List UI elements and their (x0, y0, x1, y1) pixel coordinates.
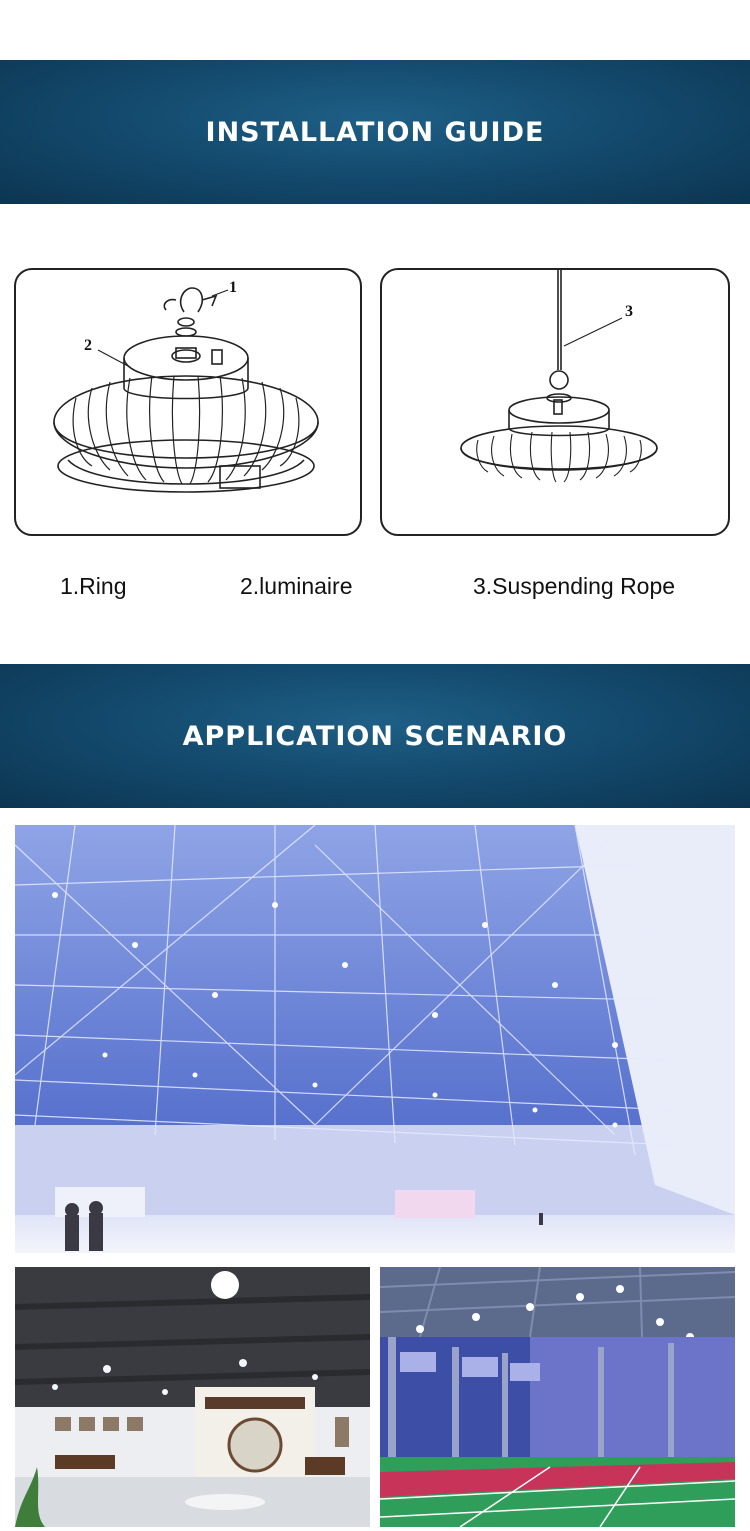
ring-luminaire-diagram (14, 268, 362, 536)
installation-guide-title: INSTALLATION GUIDE (205, 116, 545, 148)
caption-suspending-rope: 3.Suspending Rope (473, 573, 676, 599)
gymnasium-photo (15, 825, 735, 1253)
exhibition-hall-photo (15, 1267, 370, 1527)
caption-luminaire: 2.luminaire (240, 573, 353, 599)
application-scenario-banner (0, 664, 750, 808)
suspending-rope-diagram (380, 268, 730, 536)
marker-2: 2 (84, 337, 92, 354)
marker-1: 1 (229, 279, 237, 296)
badminton-court-photo (380, 1267, 735, 1527)
application-scenario-title: APPLICATION SCENARIO (182, 720, 568, 752)
marker-3: 3 (625, 303, 633, 320)
caption-ring: 1.Ring (60, 573, 127, 599)
installation-guide-banner (0, 60, 750, 204)
